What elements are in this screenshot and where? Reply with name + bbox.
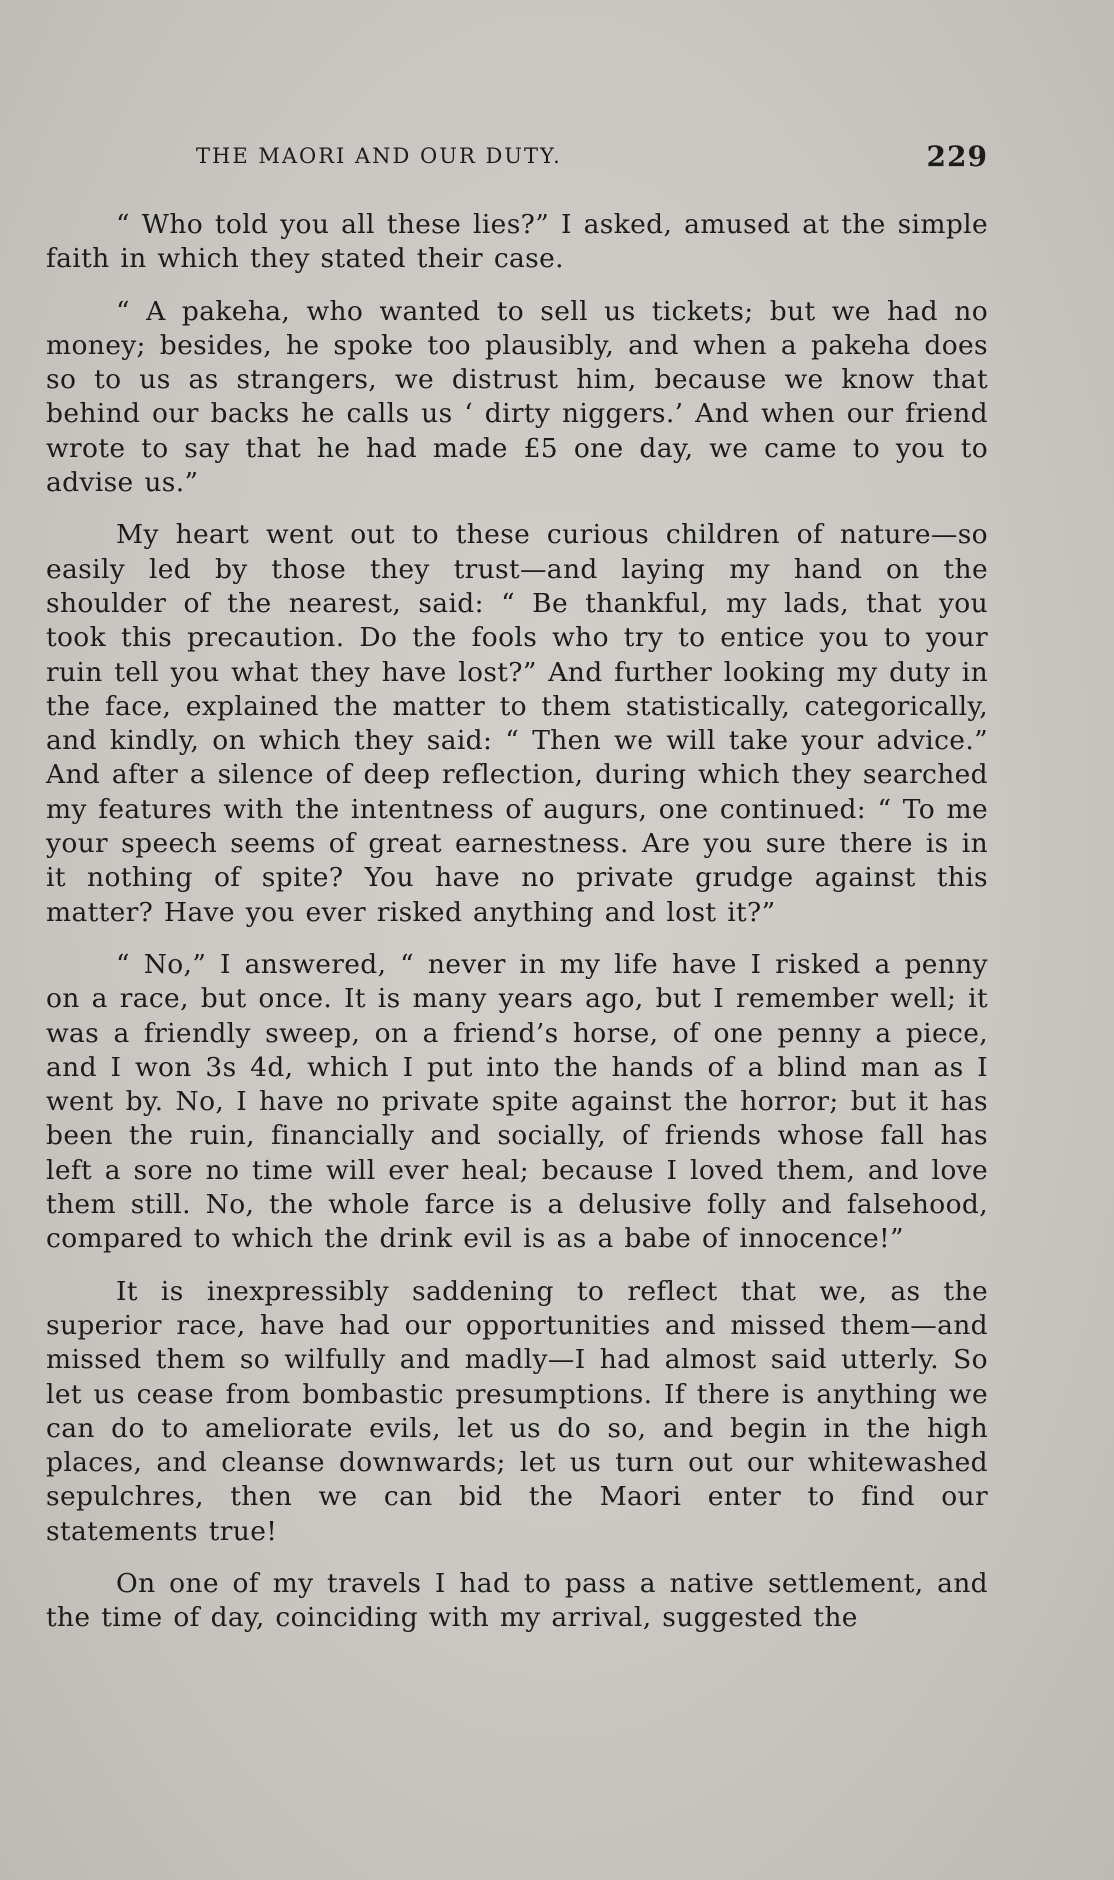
- page-number: 229: [926, 140, 988, 173]
- running-title: THE MAORI AND OUR DUTY.: [196, 144, 562, 168]
- book-page: [46, 140, 988, 1636]
- paragraph: On one of my travels I had to pass a native settlement, and the time of day, coinciding with my arrival, suggested the: [46, 1567, 988, 1634]
- paragraph: It is inexpressibly saddening to reflect that we, as the superior race, have had our opportunities and missed them—and missed them so wilfully and madly—I had almost said utterly. So let us cease from bombastic presumptions. If there is anything we can do to ameliorate evils, let us do so, and begin in the high places, and cleanse downwards; let us turn out our whitewashed sepulchres, then we can bid the Maori enter to find our statements true!: [46, 1275, 988, 1547]
- paragraph: “ A pakeha, who wanted to sell us tickets; but we had no money; besides, he spoke too plausibly, and when a pakeha does so to us as strangers, we distrust him, because we know that behind our backs he calls us ‘ dirty niggers.’ And when our friend wrote to say that he had made £5 one day, we came to you to advise us.”: [46, 295, 988, 499]
- paragraph: “ No,” I answered, “ never in my life have I risked a penny on a race, but once. It is many years ago, but I remember well; it was a friendly sweep, on a friend’s horse, of one penny a piece, and I won 3s 4d, which I put into the hands of a blind man as I went by. No, I have no private spite against the horror; but it has been the ruin, financially and socially, of friends whose fall has left a sore no time will ever heal; because I loved them, and love them still. No, the whole farce is a delusive folly and falsehood, compared to which the drink evil is as a babe of innocence!”: [46, 948, 988, 1255]
- paragraph: My heart went out to these curious children of nature—so easily led by those they trust—and laying my hand on the shoulder of the nearest, said: “ Be thankful, my lads, that you took this precaution. Do the fools who try to entice you to your ruin tell you what they have lost?” And further looking my duty in the face, explained the matter to them statistically, categorically, and kindly, on which they said: “ Then we will take your advice.” And after a silence of deep reflection, during which they searched my features with the intentness of augurs, one continued: “ To me your speech seems of great earnestness. Are you sure there is in it nothing of spite? You have no private grudge against this matter? Have you ever risked anything and lost it?”: [46, 519, 988, 928]
- paragraph: “ Who told you all these lies?” I asked, amused at the simple faith in which they stated their case.: [46, 209, 988, 275]
- running-head: [46, 140, 988, 180]
